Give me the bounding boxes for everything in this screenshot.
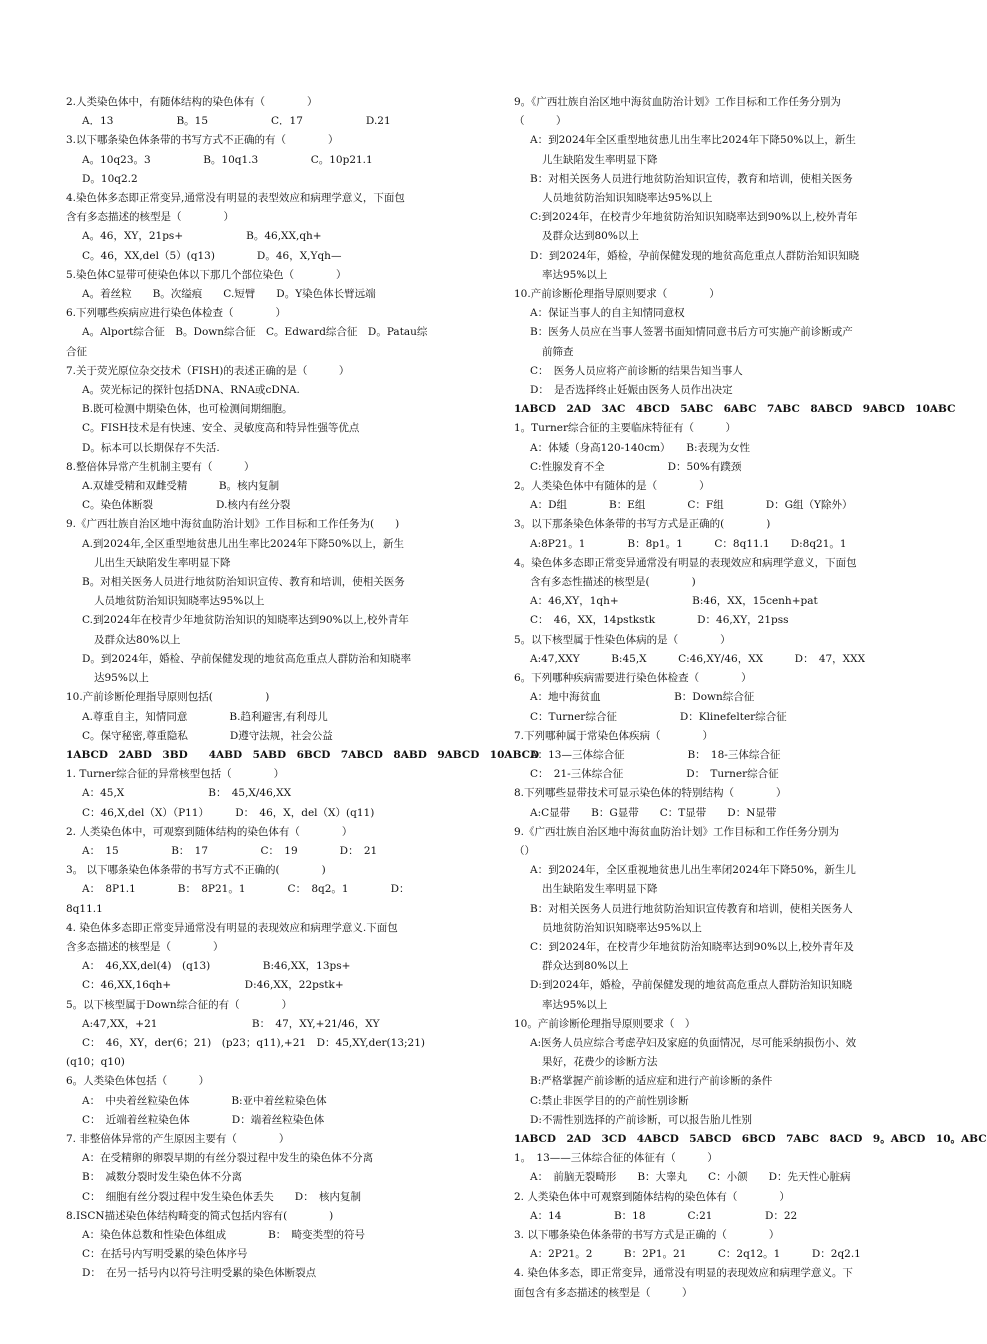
text-line: 10.产前诊断伦理指导原则要求（ ） — [514, 288, 720, 301]
text-line: B。对相关医务人员进行地贫防治知识宣传、教育和培训，使相关医务 — [82, 576, 405, 589]
text-line: （ ） — [514, 115, 567, 128]
text-line: 5.染色体C显带可使染色体以下那几个部位染色（ ） — [66, 268, 347, 281]
text-line: A：13—三体综合征 B： 18-三体综合征 — [530, 748, 781, 761]
answer-key-line: 1ABCD 2AD 3AC 4BCD 5ABC 6ABC 7ABC 8ABCD 9ABCD 10ABC — [514, 403, 956, 416]
text-line: 儿生缺陷发生率明显下降 — [542, 153, 658, 166]
text-line: C：Turner综合征 D：Klinefelter综合征 — [530, 710, 787, 723]
text-line: A。Alport综合征 B。Down综合征 C。Edward综合征 D。Patau综 — [82, 326, 428, 339]
text-line: 率达95%以上 — [542, 268, 608, 281]
text-line: 3。以下那条染色体条带的书写方式是正确的( ) — [514, 518, 771, 531]
text-line: A： 8P1.1 B： 8P21。1 C： 8q2。1 D： — [82, 883, 410, 896]
text-line: 9。《广西壮族自治区地中海贫血防治计划》工作目标和工作任务分别为 — [514, 96, 841, 108]
text-line: A．13 B。15 C．17 D.21 — [82, 115, 391, 128]
text-line: 含有多态描述的核型是（ ） — [66, 211, 234, 224]
text-line: B：医务人员应在当事人签署书面知情同意书后方可实施产前诊断或产 — [530, 326, 853, 339]
text-line: A.双雄受精和双雌受精 B。核内复制 — [82, 480, 280, 493]
text-line: 人员地贫防治知识知晓率达95%以上 — [542, 192, 713, 205]
text-line: A：45,X B： 45,X/46,XX — [82, 787, 292, 800]
text-line: 儿出生天缺陷发生率明显下降 — [94, 556, 231, 569]
text-line: 4.染色体多态即正常变异,通常没有明显的表型效应和病理学意义，下面包 — [66, 192, 405, 205]
text-line: 5。以下核型属于Down综合征的有（ ） — [66, 998, 293, 1011]
text-line: A：46,XY，1qh+ B:46，XX，15cenh+pat — [530, 595, 818, 608]
text-line: 8.ISCN描述染色体结构畸变的简式包括内容有( ) — [66, 1209, 334, 1222]
text-line: D:不需性别选择的产前诊断，可以报告胎儿性别 — [530, 1113, 752, 1126]
text-line: C： 近端着丝粒染色体 D：端着丝粒染色体 — [82, 1113, 325, 1126]
text-line: 达95%以上 — [94, 672, 149, 685]
text-line: D： 在另一括号内以符号注明受累的染色体断裂点 — [82, 1267, 317, 1280]
text-line: B：对相关医务人员进行地贫防治知识宣传教育和培训，使相关医务人 — [530, 902, 853, 915]
text-line: 1。Turner综合征的主要临床特征有（ ） — [514, 422, 736, 435]
text-line: C：46,X,del（X）（P11） D： 46，X，del（X）(q11) — [82, 806, 375, 819]
text-line: C。46，XX,del（5）(q13) D。46，X,Yqh— — [82, 249, 342, 262]
text-line: C:到2024年，在校青少年地贫防治知识知晓率达到90%以上,校外青年 — [530, 211, 858, 224]
text-line: C： 21-三体综合征 D： Turner综合征 — [530, 768, 779, 781]
text-line: A：到2024年全区重型地贫患儿出生率比2024年下降50%以上，新生 — [530, 134, 856, 147]
text-line: 6。下列哪种疾病需要进行染色体检查（ ） — [514, 672, 752, 685]
text-line: C： 细胞有丝分裂过程中发生染色体丢失 D： 核内复制 — [82, 1190, 361, 1203]
text-line: A。10q23。3 B。10q1.3 C。10p21.1 — [82, 153, 373, 166]
text-line: 6.下列哪些疾病应进行染色体检查（ ） — [66, 307, 287, 320]
text-line: 及群众达到80%以上 — [542, 230, 639, 243]
text-line: 9.《广西壮族自治区地中海贫血防治计划》工作目标和工作任务分别为 — [514, 825, 840, 838]
text-line: 2. 人类染色体中可观察到随体结构的染色体有（ ） — [514, 1190, 790, 1203]
text-line: A.尊重自主，知情同意 B.趋利避害,有利母儿 — [82, 710, 328, 723]
text-line: C:性腺发育不全 D：50%有蹼颈 — [530, 460, 742, 473]
text-line: 8q11.1 — [66, 902, 103, 915]
text-line: A:8P21。1 B：8p1。1 C：8q11.1 D:8q21。1 — [530, 537, 847, 550]
text-line: 1。 13——三体综合征的体征有（ ） — [514, 1152, 718, 1165]
text-line: A： 中央着丝粒染色体 B:亚中着丝粒染色体 — [82, 1094, 327, 1107]
text-line: 面包含有多态描述的核型是（ ） — [514, 1286, 693, 1299]
text-line: 及群众达80%以上 — [94, 633, 181, 646]
text-line: C：到2024年，在校青少年地贫防治知晓率达到90%以上,校外青年及 — [530, 940, 854, 953]
text-line: 前筛查 — [542, 345, 574, 358]
text-line: B： 减数分裂时发生染色体不分离 — [82, 1171, 242, 1184]
text-line: A。荧光标记的探针包括DNA、RNA或cDNA. — [82, 384, 300, 397]
text-line: A：染色体总数和性染色体组成 B： 畸变类型的符号 — [82, 1228, 366, 1241]
text-line: A：D组 B：E组 C：F组 D：G组（Y除外） — [530, 499, 853, 512]
text-line: A：体矮（身高120-140cm） B:表现为女性 — [530, 441, 751, 454]
text-line: D。到2024年，婚检、孕前保健发现的地贫高危重点人群防治和知晓率 — [82, 652, 412, 665]
text-line: 3. 以下哪条染色体条带的书写方式是正确的（ ） — [514, 1228, 780, 1241]
answer-key-line: 1ABCD 2ABD 3BD 4ABD 5ABD 6BCD 7ABCD 8ABD 9ABCD 10ABCD — [66, 748, 540, 761]
text-line: A:C显带 B：G显带 C：T显带 D：N显带 — [530, 806, 777, 819]
text-line: A。46，XY，21ps+ B。46,XX,qh+ — [82, 230, 322, 243]
text-line: D。标本可以长期保存不失活. — [82, 441, 220, 454]
text-line: 含多态描述的核型是（ ） — [66, 940, 224, 953]
text-line: 3。 以下哪条染色体条带的书写方式不正确的( ) — [66, 864, 326, 877]
text-line: 2。人类染色体中有随体的是（ ） — [514, 480, 710, 493]
text-line: 人员地贫防治知识知晓率达95%以上 — [94, 595, 265, 608]
text-line: A：2P21。2 B：2P1。21 C：2q12。1 D：2q2.1 — [530, 1248, 861, 1261]
text-line: A： 46,XX,del(4) (q13) B:46,XX，13ps+ — [82, 960, 351, 973]
text-line: C： 46，XX，14pstkstk D：46,XY，21pss — [530, 614, 789, 627]
text-line: D。10q2.2 — [82, 172, 138, 185]
text-line: D：到2024年，婚检，孕前保健发现的地贫高危重点人群防治知识知晓 — [530, 249, 860, 262]
text-line: 1. Turner综合征的异常核型包括（ ） — [66, 768, 285, 781]
text-line: A：保证当事人的自主知情同意权 — [530, 307, 685, 320]
text-line: 5。以下核型属于性染色体病的是（ ） — [514, 633, 731, 646]
text-line: 合征 — [66, 345, 87, 358]
text-line: A:医务人员应综合考虑孕妇及家庭的负面情况，尽可能采纳损伤小、效 — [530, 1036, 857, 1049]
text-line: C.到2024年在校青少年地贫防治知识的知晓率达到90%以上,校外青年 — [82, 614, 409, 627]
text-line: C：在括号内写明受累的染色体序号 — [82, 1248, 248, 1261]
text-line: 群众达到80%以上 — [542, 960, 629, 973]
text-line: 4. 染色体多态即正常变异通常没有明显的表现效应和病理学意义.下面包 — [66, 921, 398, 934]
text-line: 8.下列哪些显带技术可显示染色体的特别结构（ ） — [514, 787, 787, 800]
text-line: C： 46，XY，der(6；21) (p23；q11),+21 D：45,XY,der(13;21) — [82, 1036, 426, 1049]
text-line: 含有多态性描述的核型是( ) — [530, 576, 696, 589]
text-line: A：在受精卵的卵裂早期的有丝分裂过程中发生的染色体不分离 — [82, 1152, 374, 1165]
text-line: C： 医务人员应将产前诊断的结果告知当事人 — [530, 364, 743, 377]
left-column — [66, 93, 540, 1284]
text-line: 果好，花费少的诊断方法 — [542, 1056, 658, 1069]
text-line: B:严格掌握产前诊断的适应症和进行产前诊断的条件 — [530, 1075, 773, 1088]
text-line: D： 是否选择终止妊娠由医务人员作出决定 — [530, 384, 733, 397]
text-line: A：到2024年，全区重视地贫患儿出生率闭2024年下降50%，新生儿 — [530, 864, 856, 877]
text-line: 2. 人类染色体中，可观察到随体结构的染色体有（ ） — [66, 825, 353, 838]
text-line: 2.人类染色体中，有随体结构的染色体有（ ） — [66, 96, 318, 108]
text-line: A:47,XXY B:45,X C:46,XY/46，XX D： 47，XXX — [530, 652, 866, 665]
text-line: B：对相关医务人员进行地贫防治知识宣传，教育和培训，使相关医务 — [530, 172, 853, 185]
text-line: (q10；q10) — [66, 1056, 125, 1069]
text-line: A：地中海贫血 B：Down综合征 — [530, 691, 755, 704]
text-line: A： 前脑无裂畸形 B：大睾丸 C：小颌 D：先天性心脏病 — [530, 1171, 851, 1184]
text-line: 出生缺陷发生率明显下降 — [542, 883, 658, 896]
text-line: A：14 B：18 C:21 D：22 — [530, 1209, 798, 1222]
text-line: 7. 非整倍体异常的产生原因主要有（ ） — [66, 1132, 290, 1145]
text-line: 10。产前诊断伦理指导原则要求（ ） — [514, 1017, 696, 1030]
text-line: 7.关于荧光原位杂交技术（FISH)的表述正确的是（ ） — [66, 364, 350, 377]
text-line: 员地贫防治知识知晓率达95%以上 — [542, 921, 702, 934]
text-line: 4. 染色体多态，即正常变异，通常没有明显的表现效应和病理学意义。下 — [514, 1267, 853, 1280]
text-line: 8.整倍体异常产生机制主要有（ ） — [66, 460, 255, 473]
text-line: C：46,XX,16qh+ D:46,XX，22pstk+ — [82, 979, 344, 992]
answer-key-line: 1ABCD 2AD 3CD 4ABCD 5ABCD 6BCD 7ABC 8ACD 9。ABCD 10。ABC — [514, 1132, 987, 1145]
text-line: C。染色体断裂 D.核内有丝分裂 — [82, 499, 291, 512]
text-line: C。保守秘密,尊重隐私 D遵守法规，社会公益 — [82, 729, 333, 742]
text-line: 10.产前诊断伦理指导原则包括( ) — [66, 691, 270, 704]
text-line: 3.以下哪条染色体条带的书写方式不正确的有（ ） — [66, 134, 339, 147]
text-line: 7.下列哪种属于常染色体疾病（ ） — [514, 729, 714, 742]
text-line: A： 15 B： 17 C： 19 D： 21 — [82, 844, 378, 857]
right-column — [514, 93, 987, 1303]
text-line: （） — [514, 844, 535, 857]
text-line: A。着丝粒 B。次缢痕 C.短臂 D。Y染色体长臂远端 — [82, 288, 376, 301]
text-line: 率达95%以上 — [542, 998, 608, 1011]
text-line: D:到2024年，婚检，孕前保健发现的地贫高危重点人群防治知识知晓 — [530, 979, 853, 992]
text-line: A:47,XX，+21 B： 47，XY,+21/46，XY — [82, 1017, 380, 1030]
text-line: 4。染色体多态即正常变异通常没有明显的表现效应和病理学意义，下面包 — [514, 556, 857, 569]
text-line: C。FISH技术是有快速、安全、灵敏度高和特异性强等优点 — [82, 422, 360, 435]
text-line: C:禁止非医学目的的产前性别诊断 — [530, 1094, 689, 1107]
text-line: 6。人类染色体包括（ ） — [66, 1075, 210, 1088]
text-line: A.到2024年,全区重型地贫患儿出生率比2024年下降50%以上，新生 — [82, 537, 405, 550]
text-line: 9.《广西壮族自治区地中海贫血防治计划》工作目标和工作任务为( ) — [66, 518, 400, 531]
text-line: B.既可检测中期染色体，也可检测间期细胞。 — [82, 403, 293, 416]
